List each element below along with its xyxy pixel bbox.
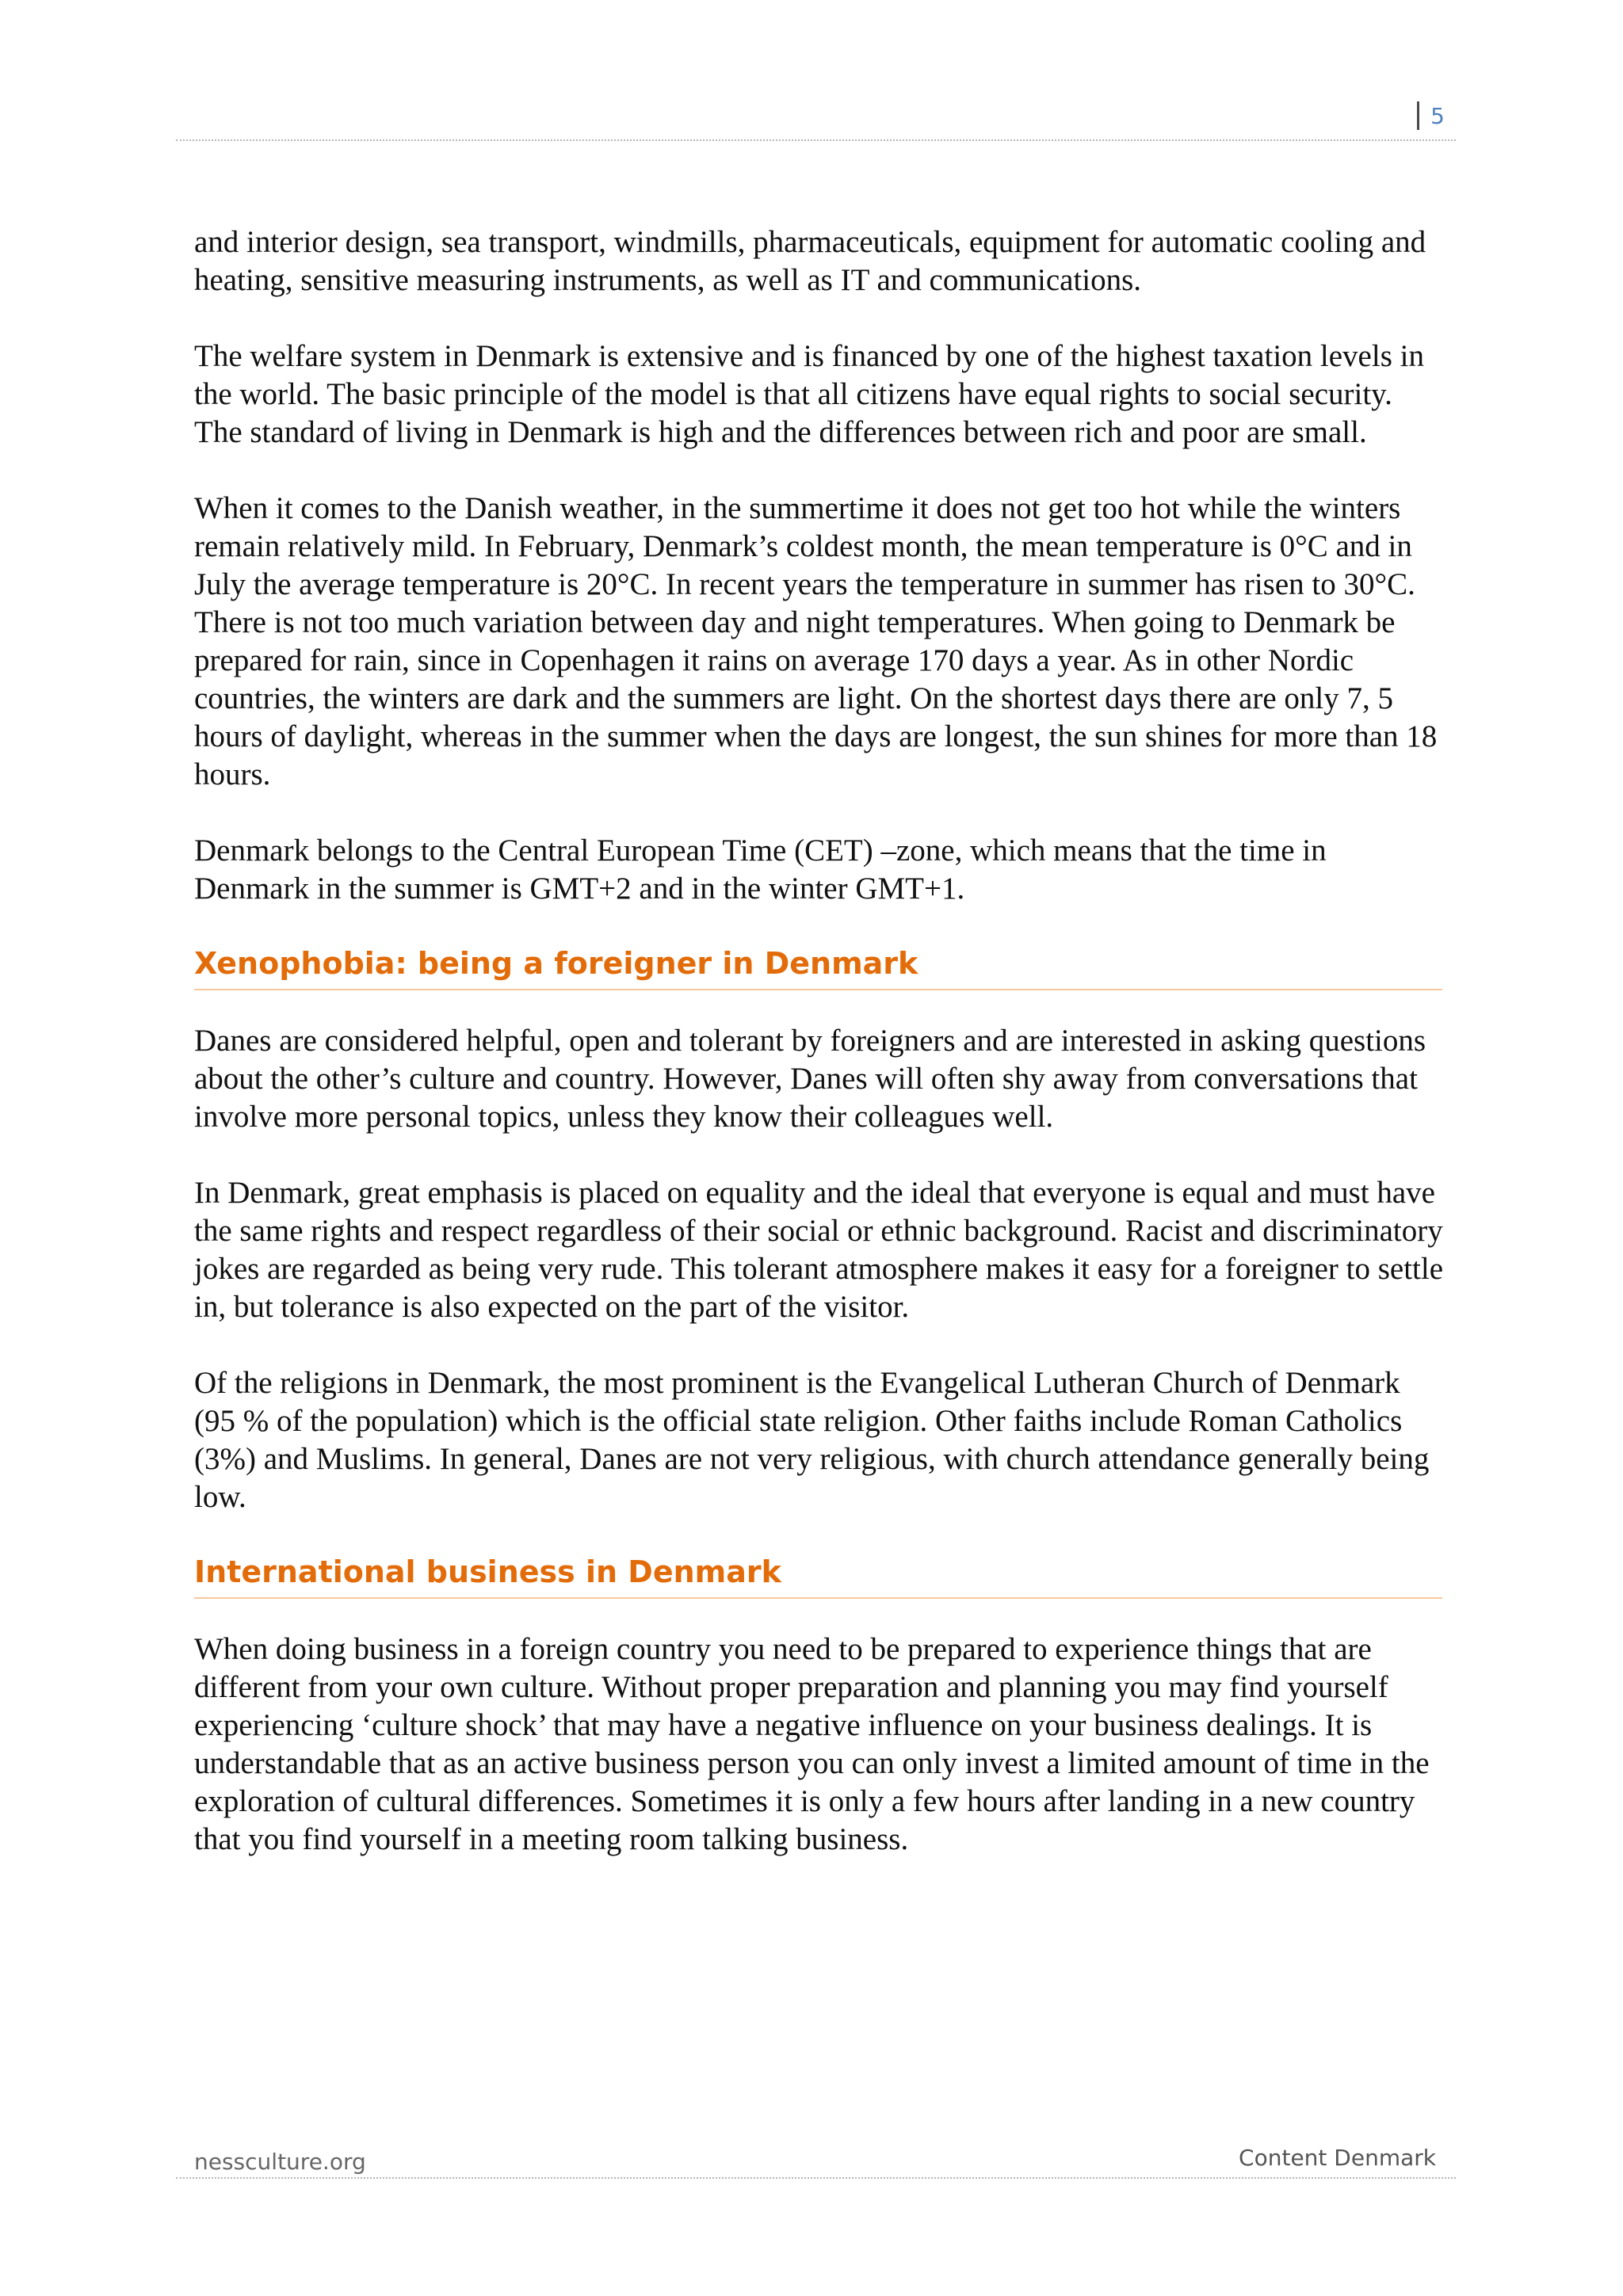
header-divider	[176, 139, 1456, 141]
footer-divider	[176, 2177, 1456, 2179]
section-heading-xenophobia	[194, 946, 1442, 990]
paragraph: Of the religions in Denmark, the most prominent is the Evangelical Lutheran Church of Denmark (95 % of the population) which is the official state religion. Other faiths include Roman Catholics (3%) and Muslims. In general, Danes are not very religious, with church attendance generally being low.	[194, 1366, 1430, 1514]
document-body	[194, 223, 1446, 1897]
paragraph: The welfare system in Denmark is extensive and is financed by one of the highest taxation levels in the world. The basic principle of the model is that all citizens have equal rights to social security. The standard of living in Denmark is high and the differences between rich and poor are small.	[194, 339, 1424, 449]
paragraph: When it comes to the Danish weather, in the summertime it does not get too hot while the winters remain relatively mild. In February, Denmark’s coldest month, the mean temperature is 0°C and in July the average temperature is 20°C. In recent years the temperature in summer has risen to 30°C. There is not too much variation between day and night temperatures. When going to Denmark be prepared for rain, since in Copenhagen it rains on average 170 days a year. As in other Nordic countries, the winters are dark and the summers are light. On the shortest days there are only 7, 5 hours of daylight, whereas in the summer when the days are longest, the sun shines for more than 18 hours.	[194, 491, 1438, 791]
paragraph: In Denmark, great emphasis is placed on equality and the ideal that everyone is equal and must have the same rights and respect regardless of their social or ethnic background. Racist and discriminatory jokes are regarded as being very rude. This tolerant atmosphere makes it easy for a foreigner to settle in, but tolerance is also expected on the part of the visitor.	[194, 1176, 1444, 1324]
page-number-separator	[1417, 101, 1419, 130]
page-number: 5	[1430, 102, 1445, 129]
section-title: Xenophobia: being a foreigner in Denmark	[194, 946, 918, 981]
paragraph: Denmark belongs to the Central European Time (CET) –zone, which means that the time in Denmark in the summer is GMT+2 and in the winter GMT+1.	[194, 833, 1327, 906]
footer-website: nessculture.org	[194, 2149, 366, 2175]
paragraph: and interior design, sea transport, windmills, pharmaceuticals, equipment for automatic cooling and heating, sensitive measuring instruments, as well as IT and communications.	[194, 225, 1426, 297]
page-header	[1417, 101, 1445, 130]
section-heading-business	[194, 1554, 1442, 1599]
paragraph: When doing business in a foreign country you need to be prepared to experience things that are different from your own culture. Without proper preparation and planning you may find yourself experiencing ‘culture shock’ that may have a negative influence on your business dealings. It is understandable that as an active business person you can only invest a limited amount of time in the exploration of cultural differences. Sometimes it is only a few hours after landing in a new country that you find yourself in a meeting room talking business.	[194, 1632, 1430, 1856]
section-title: International business in Denmark	[194, 1554, 781, 1589]
paragraph: Danes are considered helpful, open and tolerant by foreigners and are interested in asking questions about the other’s culture and country. However, Danes will often shy away from conversations that involve more personal topics, unless they know their colleagues well.	[194, 1024, 1426, 1134]
footer-title: Content Denmark	[1239, 2145, 1436, 2171]
